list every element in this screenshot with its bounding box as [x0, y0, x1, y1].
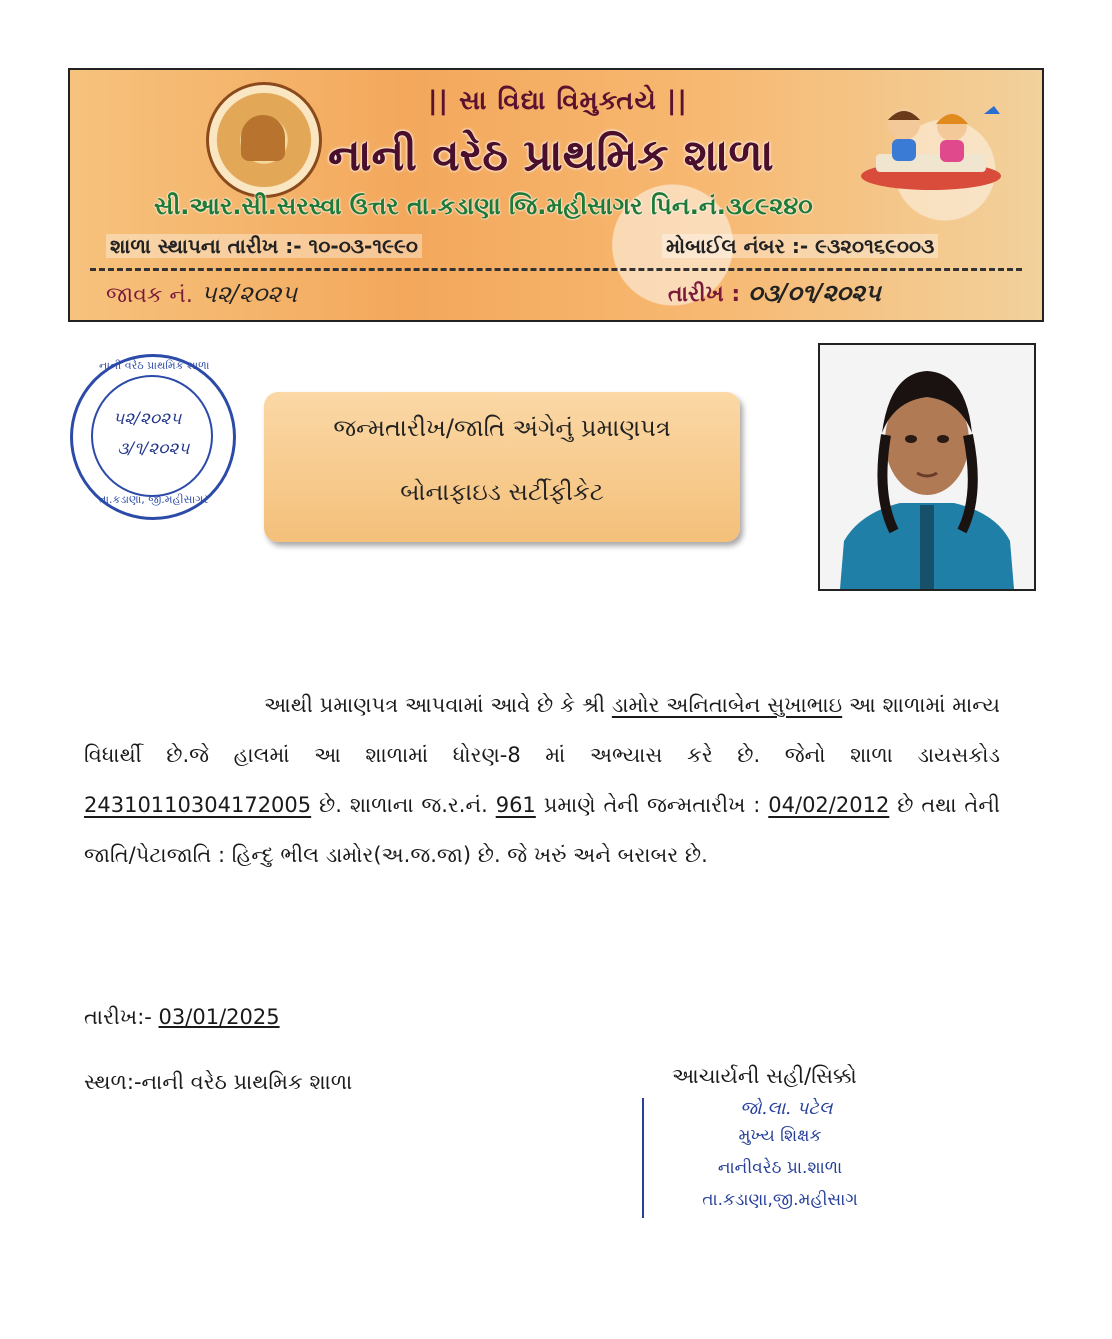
established-date: શાળા સ્થાપના તારીખ :- ૧૦-૦૩-૧૯૯૦ — [106, 234, 422, 258]
stamp-rim-bottom: તા.કડાણા, જી.મહીસાગર — [99, 493, 209, 506]
gr-number: 961 — [495, 793, 536, 817]
dise-code: 24310110304172005 — [84, 793, 312, 817]
letterhead-banner — [68, 68, 1044, 322]
issue-date-label: તારીખ:- — [84, 1005, 152, 1029]
stamp-inner-ring — [91, 375, 213, 497]
school-round-stamp — [70, 354, 236, 520]
school-logo — [206, 82, 322, 198]
outward-value: ૫૨/૨૦૨૫ — [200, 280, 298, 308]
stamp-outward-no: ૫૨/૨૦૨૫ — [113, 409, 182, 429]
student-portrait-image — [820, 345, 1034, 589]
issue-date-value: 03/01/2025 — [158, 1005, 280, 1029]
outward-label: જાવક નં. — [106, 283, 193, 308]
outward-number — [106, 280, 297, 308]
body-text-5: છે તથા તેની જાતિ/પેટાજાતિ : હિન્દુ ભીલ ડામોર(અ.જ.જા) છે. જે ખરું અને બરાબર છે. — [84, 793, 1000, 867]
body-text-4: પ્રમાણે તેની જન્મતારીખ : — [543, 793, 761, 817]
stamp-edge-line — [642, 1098, 644, 1218]
certificate-body — [84, 680, 1000, 880]
certificate-title-box — [264, 392, 740, 542]
letter-date-label: તારીખ : — [668, 282, 741, 307]
principal-stamp-school: નાનીવરેઠ પ્રા.શાળા — [717, 1158, 843, 1178]
principal-stamp-taluka: તા.કડાણા,જી.મહીસાગ — [702, 1190, 858, 1210]
date-of-birth: 04/02/2012 — [768, 793, 890, 817]
mobile-number: મોબાઈલ નંબર :- ૯૩૨૦૧૬૯૦૦૩ — [662, 234, 938, 258]
kids-reading-illustration — [856, 84, 1006, 194]
principal-stamp-title: મુખ્ય શિક્ષક — [738, 1126, 822, 1146]
student-photo — [818, 343, 1036, 591]
body-text-3: છે. શાળાના જ.ર.નં. — [319, 793, 488, 817]
principal-signature: જો.લા. પટેલ — [740, 1098, 833, 1119]
principal-stamp — [650, 1120, 910, 1216]
motto: || સા વિદ્યા વિમુક્તયે || — [428, 86, 688, 116]
body-text-1: આથી પ્રમાણપત્ર આપવામાં આવે છે કે શ્રી — [264, 693, 605, 717]
principal-signature-label: આચાર્યની સહી/સિક્કો — [672, 1064, 857, 1088]
student-name: ડામોર અનિતાબેન સુખાભાઇ — [611, 693, 843, 717]
certificate-subtitle: બોનાફાઇડ સર્ટીફીકેટ — [400, 478, 604, 506]
certificate-title: જન્મતારીખ/જાતિ અંગેનું પ્રમાણપત્ર — [333, 414, 671, 442]
school-name: નાની વરેઠ પ્રાથમિક શાળા — [328, 130, 774, 181]
body-text-2: આ શાળામાં માન્ય વિધાર્થી છે.જે હાલમાં આ શાળામાં ધોરણ-8 માં અભ્યાસ કરે છે. જેનો શાળા ડાયસકોડ — [84, 693, 1001, 767]
letter-date — [668, 278, 881, 307]
issue-date — [84, 1005, 280, 1030]
stamp-rim-top: નાની વરેઠ પ્રાથમિક શાળા — [99, 359, 210, 372]
school-address: સી.આર.સી.સરસ્વા ઉત્તર તા.કડાણા જિ.મહીસાગર પિન.નં.૩૮૯૨૪૦ — [154, 192, 813, 220]
issue-place: સ્થળ:-નાની વરેઠ પ્રાથમિક શાળા — [84, 1070, 353, 1094]
stamp-date: ૩/૧/૨૦૨૫ — [117, 439, 190, 459]
divider — [90, 268, 1022, 271]
letter-date-value: ૦૩/૦૧/૨૦૨૫ — [748, 278, 881, 307]
